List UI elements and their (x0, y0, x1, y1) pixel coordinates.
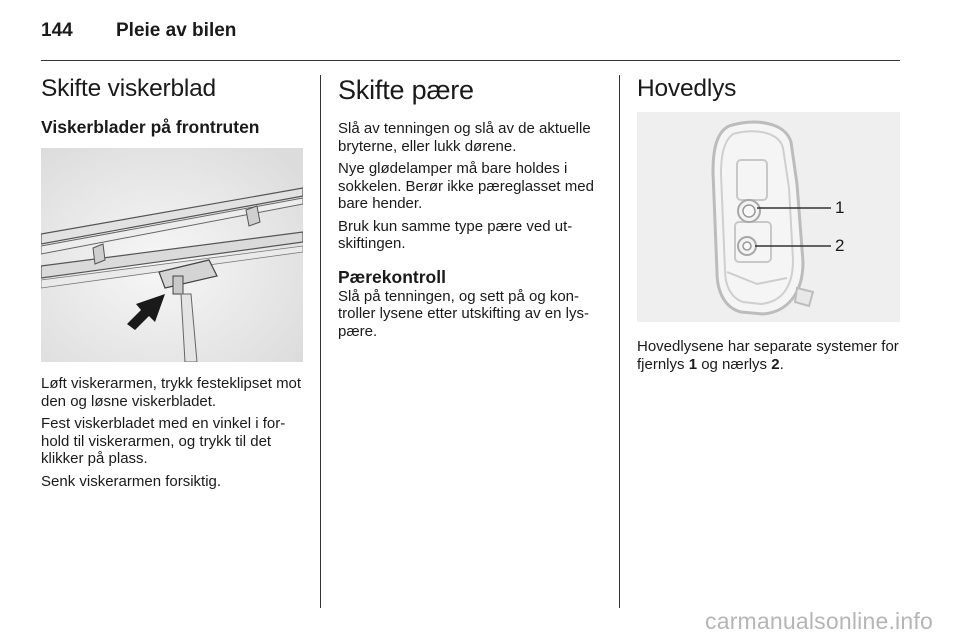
column-divider-1 (320, 75, 321, 608)
column-bulb (338, 74, 602, 340)
section-heading-wiper: Skifte viskerblad (41, 75, 216, 102)
header-rule (41, 60, 900, 61)
watermark: carmanualsonline.info (705, 608, 933, 634)
callout-2: 2 (835, 236, 845, 255)
wiper-drawing (41, 148, 303, 362)
wiper-paragraph-3: Senk viskerarmen forsiktig. (41, 472, 222, 490)
ref-2: 2 (771, 355, 780, 373)
column-divider-2 (619, 75, 620, 608)
column-headlights (637, 74, 900, 373)
headlight-illustration (637, 112, 900, 322)
bulb-paragraph-2: Nye glødelamper må bare holdes i sokkelen. Berør ikke pæreglasset med bare hender. (338, 160, 594, 212)
wiper-paragraph-1: Løft viskerarmen, trykk festeklipset mot den og løsne viskerbladet. (41, 375, 302, 410)
page-number: 144 (41, 20, 73, 41)
headlight-drawing (637, 112, 900, 322)
column-wiper (41, 74, 303, 490)
bulb-check-paragraph: Slå på tenningen, og sett på og kon-troller lysene etter utskifting av en lys-pære. (338, 287, 589, 340)
subheading-bulb-check: Pærekontroll (338, 266, 446, 287)
wiper-illustration (41, 148, 303, 362)
subheading-windshield-wipers: Viskerblader på frontruten (41, 117, 260, 137)
callout-1: 1 (835, 198, 845, 217)
bulb-paragraph-1: Slå av tenningen og slå av de aktuelle bryterne, eller lukk dørene. (338, 120, 591, 155)
headlights-paragraph: Hovedlysene har separate systemer for fjernlys 1 og nærlys 2. (637, 338, 899, 373)
wiper-paragraph-2: Fest viskerbladet med en vinkel i for-hold til viskerarmen, og trykk til det klikker på plass. (41, 415, 286, 467)
section-heading-headlights: Hovedlys (637, 75, 737, 102)
section-heading-bulb: Skifte pære (338, 75, 474, 105)
ref-1: 1 (688, 355, 698, 373)
chapter-title: Pleie av bilen (116, 20, 237, 41)
bulb-paragraph-3: Bruk kun samme type pære ved ut-skiftingen. (338, 217, 573, 252)
